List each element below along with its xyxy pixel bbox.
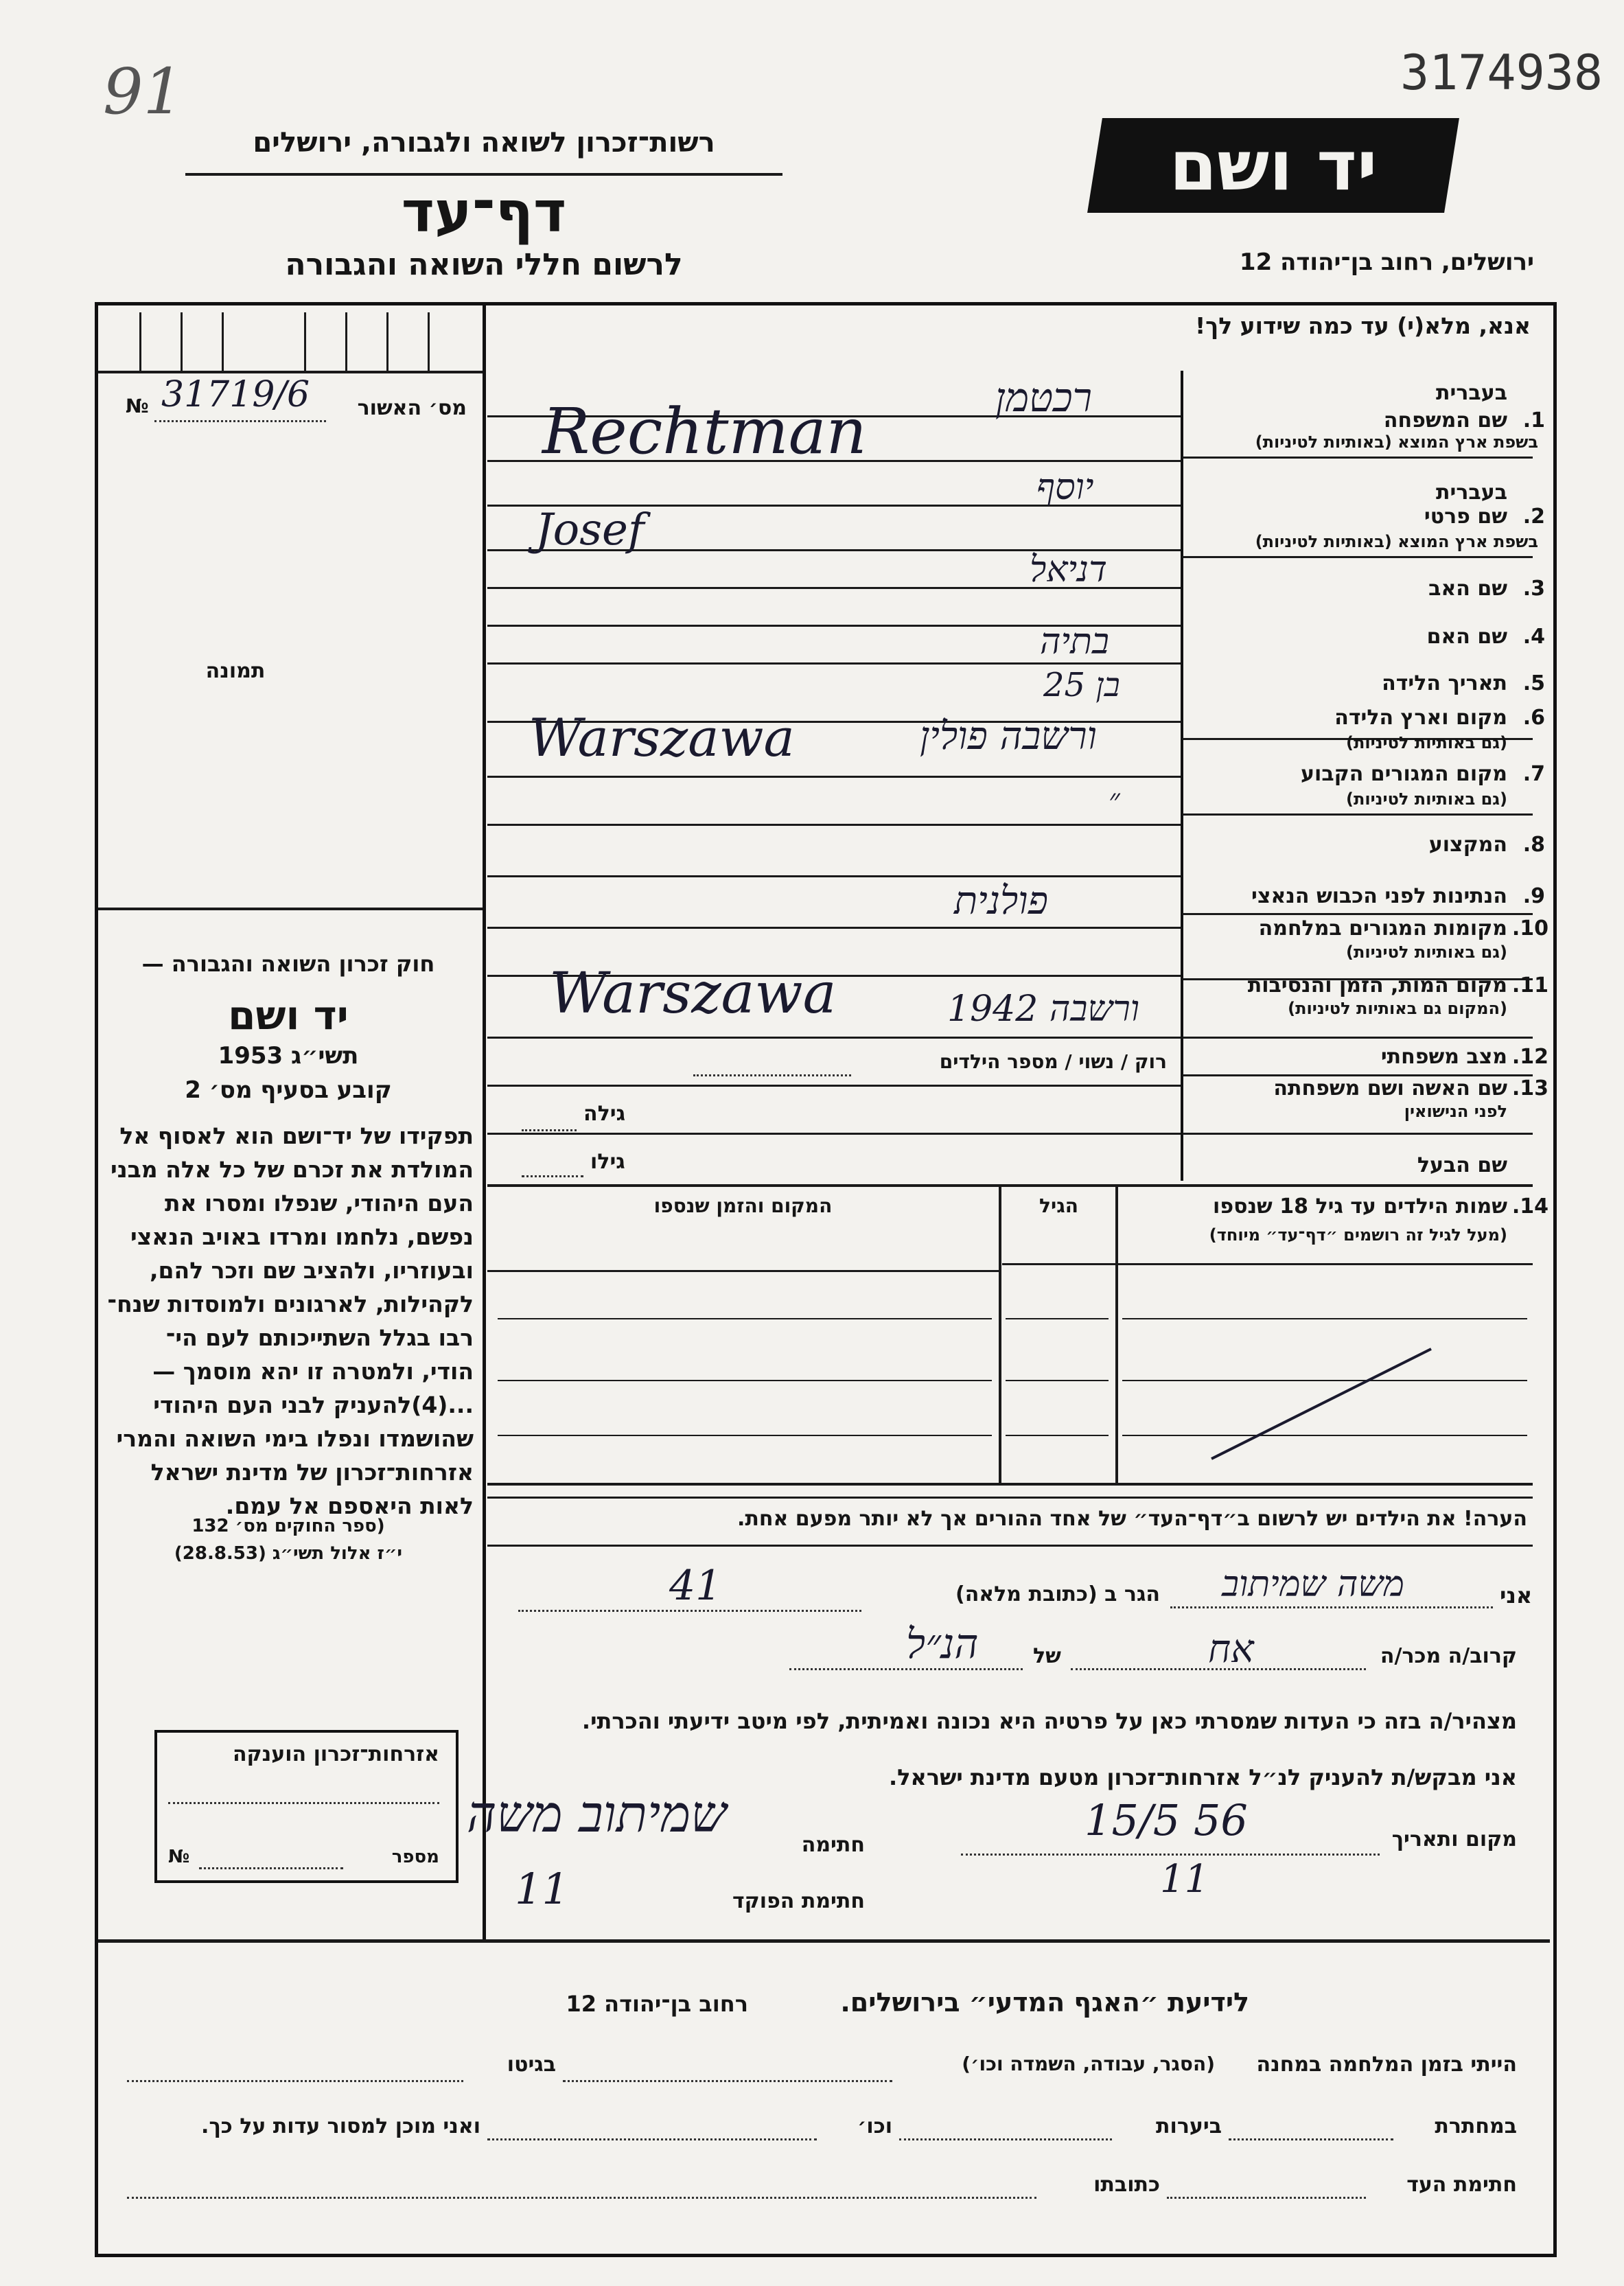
law-reference: (ספר החוקים מס׳ 132: [192, 1516, 385, 1536]
archive-number-right: 3174938: [1400, 45, 1603, 101]
bottom-camp-label: הייתי בזמן המלחמה במחנה: [1256, 2053, 1517, 2077]
children-place-column: המקום והזמן שנספו: [653, 1194, 833, 1217]
law-clause: קובע בסעיף מס׳ 2: [185, 1076, 392, 1104]
relative-label: קרוב/ה מכר/ה: [1380, 1644, 1517, 1668]
nationality-value: פולנית: [954, 879, 1048, 923]
wife-age-label: גילה: [583, 1102, 625, 1126]
citizenship-number-label: מספר: [391, 1847, 439, 1867]
surname-latin: Rechtman: [542, 395, 867, 468]
official-signature-label: חתימת הפוקד: [732, 1889, 865, 1913]
cross-out-stroke: [1208, 1342, 1435, 1466]
law-name: יד ושם: [228, 992, 349, 1039]
relation-value: אח: [1208, 1627, 1254, 1672]
approval-number-prefix: №: [126, 395, 149, 417]
children-age-column: הגיל: [1039, 1194, 1078, 1217]
field-9-label: הנתינות לפני הכבוש הנאצי: [1251, 884, 1507, 908]
field-4-label: שם האם: [1426, 625, 1507, 649]
field-1-hebrew: בעברית: [1436, 381, 1507, 405]
field-2-number: 2.: [1522, 505, 1545, 529]
field-1-number: 1.: [1522, 408, 1545, 432]
death-place-hebrew: ורשבה 1942: [947, 989, 1140, 1030]
field-6-sub: (גם באותיות לטיניות): [1346, 733, 1507, 752]
photo-label: תמונה: [205, 659, 266, 683]
declarant-address: 41: [669, 1562, 722, 1610]
field-7-label: מקום המגורים הקבוע: [1301, 762, 1507, 786]
law-year: תשי״ג 1953: [218, 1042, 359, 1070]
place-date-day: 11: [1160, 1857, 1209, 1902]
husband-label: שם הבעל: [1417, 1153, 1507, 1177]
firstname-latin: Josef: [535, 505, 645, 555]
bottom-underground-label: במחתרת: [1435, 2114, 1517, 2138]
field-5-label: תאריך הלידה: [1382, 671, 1507, 695]
field-10-sub: (גם באותיות לטיניות): [1346, 943, 1507, 962]
law-heading: חוק זכרון השואה והגבורה —: [141, 951, 435, 977]
declaration-statement: מצהיר/ה בזה כי העדות שמסרתי כאן על פרטיה היא נכונה ואמיתית, לפי מיטב ידיעתי והכרתי.: [581, 1708, 1517, 1734]
field-2-label: שם פרטי: [1424, 505, 1507, 529]
field-13-number: 13.: [1511, 1076, 1548, 1100]
field-5-number: 5.: [1522, 671, 1545, 695]
field-10-label: מקומות המגורים במלחמה: [1258, 916, 1507, 940]
field-7-number: 7.: [1522, 762, 1545, 786]
field-3-label: שם האב: [1428, 577, 1507, 601]
declarant-signature: שמיתוב משה: [467, 1785, 727, 1844]
field-7-sub: (גם באותיות לטיניות): [1346, 789, 1507, 809]
bottom-forests-label: ביערות: [1156, 2114, 1222, 2138]
father-name-value: דניאל: [1030, 549, 1107, 590]
field-11-number: 11.: [1511, 973, 1548, 997]
birthplace-hebrew: ורשבה פולין: [920, 714, 1097, 759]
witness-signature-label: חתימת העד: [1406, 2173, 1517, 2197]
place-date-label: מקום ותאריך: [1391, 1827, 1517, 1851]
bottom-etc-label: וכו׳: [857, 2114, 892, 2138]
husband-age-label: גילו: [590, 1150, 625, 1174]
citizenship-number-prefix: №: [168, 1847, 190, 1867]
mother-name-value: בתיה: [1040, 621, 1109, 662]
field-6-number: 6.: [1522, 706, 1545, 730]
field-11-sub: (המקום גם באותיות לטיניות): [1288, 999, 1507, 1018]
field-13-label: שם האשה ושם משפחתה: [1273, 1076, 1507, 1100]
field-4-number: 4.: [1522, 625, 1545, 649]
field-2-hebrew: בעברית: [1436, 481, 1507, 505]
resident-label: הגר ב (כתובת מלאה): [955, 1582, 1160, 1606]
witness-address-label: כתובתו: [1093, 2173, 1160, 2197]
field-3-number: 3.: [1522, 577, 1545, 601]
bottom-ready-text: ואני מוכן למסור עדות על כך.: [201, 2114, 480, 2138]
field-13-sub: לפני הנישואין: [1404, 1102, 1507, 1121]
children-sub: (מעל לגיל זה רושמים ״דף־עד״ מיוחד): [1209, 1225, 1507, 1245]
residence-value: ״: [1109, 783, 1120, 818]
yad-vashem-logo: יד ושם: [1169, 125, 1378, 206]
marital-options: רוק / נשוי / מספר הילדים: [939, 1050, 1167, 1073]
children-label: שמות הילדים עד גיל 18 שנספו: [1213, 1194, 1507, 1219]
death-place-latin: Warszawa: [549, 961, 837, 1026]
field-1-label: שם המשפחה: [1383, 408, 1507, 432]
field-11-label: מקום המות, הזמן והנסיבות: [1247, 973, 1507, 997]
signature-label: חתימה: [801, 1833, 865, 1857]
bottom-heading: לידיעת ״האגף המדעי״ בירושלים.: [840, 1987, 1249, 2018]
form-title: דף־עד: [401, 180, 567, 245]
children-number: 14.: [1511, 1194, 1548, 1219]
birthplace-latin: Warszawa: [529, 707, 795, 768]
field-6-label: מקום וארץ הלידה: [1334, 706, 1507, 730]
bottom-camp-types: (הסגר, עבודה, השמדה וכו׳): [962, 2053, 1215, 2075]
place-date-value: 15/5 56: [1084, 1795, 1248, 1845]
field-8-label: המקצוע: [1428, 833, 1507, 857]
note-text: הערה! את הילדים יש לרשום ב״דף־העד״ של אחד ההורים אך לא יותר מפעם אחת.: [737, 1507, 1527, 1531]
header-address: ירושלים, רחוב בן־יהודה 12: [1239, 249, 1534, 276]
field-8-number: 8.: [1522, 833, 1545, 857]
declaration-request: אני מבקש/ת להעניק לנ״ל אזרחות־זכרון מטעם מדינת ישראל.: [889, 1764, 1517, 1790]
of-label: של: [1033, 1644, 1061, 1668]
archive-number-left: 91: [103, 55, 184, 128]
approval-label: מס׳ האשור: [357, 396, 467, 420]
birth-date-value: בן 25: [1043, 666, 1120, 704]
authority-title: רשות־זכרון לשואה ולגבורה, ירושלים: [253, 127, 715, 159]
of-value: הנ״ל: [906, 1620, 979, 1668]
field-12-number: 12.: [1511, 1045, 1548, 1069]
firstname-hebrew: יוסף: [1036, 467, 1094, 508]
form-subtitle: לרשום חללי השואה והגבורה: [285, 247, 683, 282]
declaration-i-label: אני: [1500, 1582, 1533, 1608]
approval-number: 31719/6: [161, 374, 310, 415]
law-text: תפקידו של יד־ושם הוא לאסוף אל המולדת את זכרם של כל אלה מבני העם היהודי, שנפלו ומסרו את נפשם, נלחמו ומרדו באויב הנאצי ובעוזריו, ולהציב שם וזכר להם, לקהילות, לארגונים ולמוסדות שנח־ רבו בגלל השתייכותם לעם הי־ הודי, ולמטרה זו יהא מוסמך — ...(4)להעניק לבני העם היהודי שהושמדו ונפלו בימי השואה והמרי אזרחות־זכרון של מדינת ישראל לאות היאספם אל עמם.: [107, 1122, 474, 1519]
law-reference-date: י״ז אלול תשי״ג (28.8.53): [174, 1543, 403, 1564]
bottom-address: רחוב בן־יהודה 12: [566, 1991, 748, 2017]
field-1-sub: בשפת ארץ המוצא (באותיות לטיניות): [1255, 432, 1538, 452]
official-signature: 11: [515, 1864, 569, 1914]
field-12-label: מצב משפחתי: [1380, 1045, 1507, 1069]
intro-text: אנא, מלא(י) עד כמה שידוע לך!: [1195, 312, 1531, 339]
declarant-name: משה שמיתוב: [1222, 1564, 1404, 1605]
field-9-number: 9.: [1522, 884, 1545, 908]
field-10-number: 10.: [1511, 916, 1548, 940]
bottom-ghetto-label: בגיטו: [507, 2053, 556, 2077]
surname-hebrew: רכטמן: [995, 374, 1093, 421]
field-2-sub: בשפת ארץ המוצא (באותיות לטיניות): [1255, 532, 1538, 551]
citizenship-title: אזרחות־זכרון הוענקה: [232, 1742, 439, 1766]
